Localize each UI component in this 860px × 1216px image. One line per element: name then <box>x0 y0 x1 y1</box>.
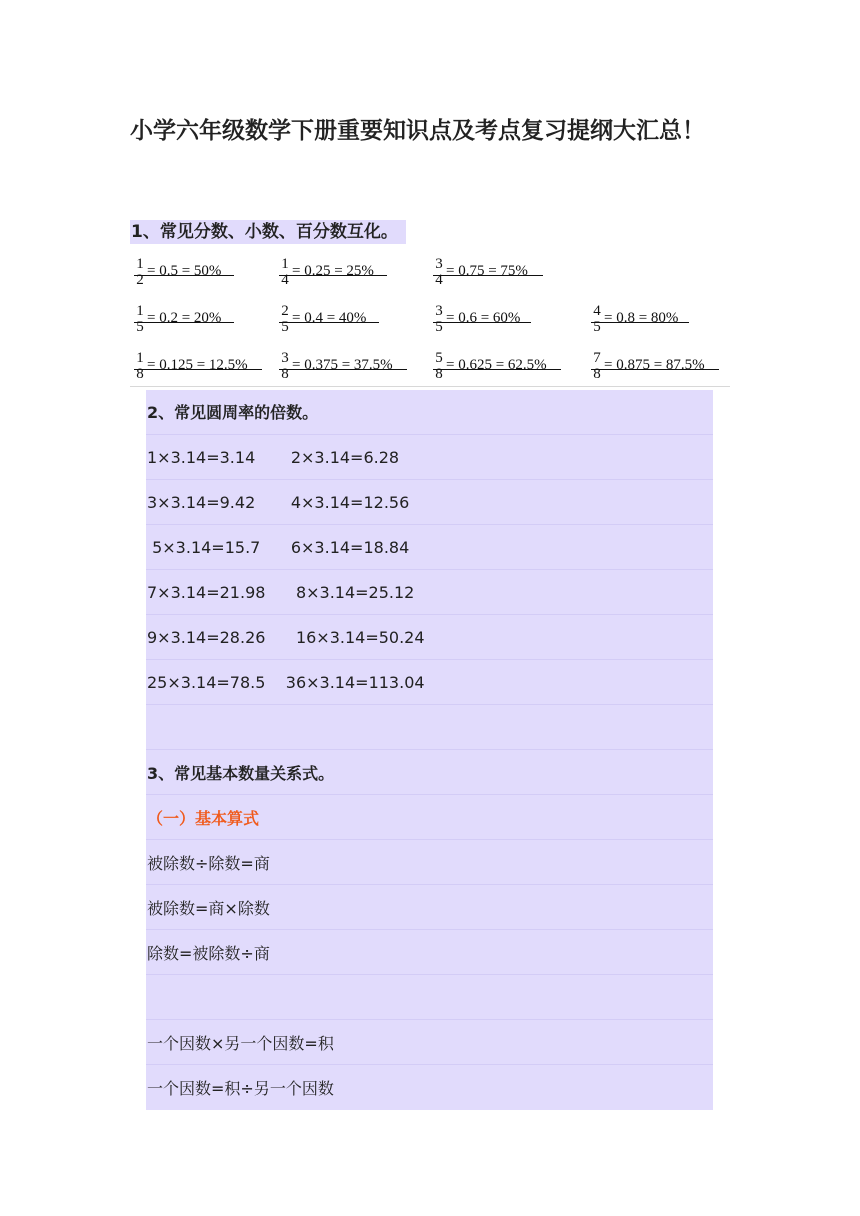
fraction-numerator: 3 <box>435 303 443 319</box>
fraction-equivalent: = 0.4 = 40% <box>292 310 367 326</box>
fraction-denominator: 4 <box>435 272 443 288</box>
fraction-conversion <box>591 305 689 339</box>
fraction-denominator: 8 <box>593 366 601 382</box>
line-separator <box>146 479 713 480</box>
line-separator <box>146 884 713 885</box>
fraction-equivalent: = 0.25 = 25% <box>292 263 374 279</box>
line-separator <box>146 524 713 525</box>
line-separator <box>146 614 713 615</box>
fraction-numerator: 7 <box>593 350 601 366</box>
section-3-subheading: （一）基本算式 <box>147 809 260 828</box>
table-divider <box>130 386 730 387</box>
fraction-conversion <box>591 352 719 386</box>
fraction-equivalent: = 0.375 = 37.5% <box>292 357 393 373</box>
section-2-heading: 2、常见圆周率的倍数。 <box>147 403 319 422</box>
line-separator <box>146 749 713 750</box>
fraction-denominator: 8 <box>435 366 443 382</box>
fraction-equivalent: = 0.75 = 75% <box>446 263 528 279</box>
section-1-heading-text: 1、常见分数、小数、百分数互化。 <box>130 220 406 244</box>
line-separator <box>146 704 713 705</box>
fraction-denominator: 8 <box>281 366 289 382</box>
pi-multiple-line: 3×3.14=9.42 4×3.14=12.56 <box>147 493 410 512</box>
fraction-denominator: 5 <box>593 319 601 335</box>
pi-multiple-line: 1×3.14=3.14 2×3.14=6.28 <box>147 448 400 467</box>
fraction-denominator: 5 <box>136 319 144 335</box>
fraction-denominator: 5 <box>281 319 289 335</box>
fraction-conversion <box>279 352 407 386</box>
fraction-denominator: 2 <box>136 272 144 288</box>
line-separator <box>146 1019 713 1020</box>
fraction-numerator: 1 <box>281 256 289 272</box>
fraction-equivalent: = 0.625 = 62.5% <box>446 357 547 373</box>
fraction-conversion <box>433 352 561 386</box>
formula-line: 被除数÷除数=商 <box>147 854 270 873</box>
line-separator <box>146 659 713 660</box>
line-separator <box>146 434 713 435</box>
fraction-numerator: 2 <box>281 303 289 319</box>
formula-line: 一个因数×另一个因数=积 <box>147 1034 334 1053</box>
fraction-denominator: 5 <box>435 319 443 335</box>
fraction-equivalent: = 0.2 = 20% <box>147 310 222 326</box>
fraction-conversion <box>433 305 531 339</box>
fraction-equivalent: = 0.8 = 80% <box>604 310 679 326</box>
fraction-conversion <box>279 258 387 292</box>
fraction-conversion <box>134 305 234 339</box>
fraction-numerator: 3 <box>281 350 289 366</box>
line-separator <box>146 1064 713 1065</box>
fraction-numerator: 1 <box>136 303 144 319</box>
section-1-heading <box>130 217 406 247</box>
line-separator <box>146 794 713 795</box>
fraction-equivalent: = 0.6 = 60% <box>446 310 521 326</box>
pi-multiple-line: 5×3.14=15.7 6×3.14=18.84 <box>147 538 410 557</box>
fraction-equivalent: = 0.5 = 50% <box>147 263 222 279</box>
fraction-numerator: 1 <box>136 256 144 272</box>
pi-multiple-line: 9×3.14=28.26 16×3.14=50.24 <box>147 628 425 647</box>
line-separator <box>146 839 713 840</box>
fraction-conversion <box>134 258 234 292</box>
line-separator <box>146 569 713 570</box>
fraction-conversion <box>433 258 543 292</box>
formula-line: 除数=被除数÷商 <box>147 944 270 963</box>
formula-line: 被除数=商×除数 <box>147 899 270 918</box>
fraction-equivalent: = 0.875 = 87.5% <box>604 357 705 373</box>
fraction-conversion <box>279 305 379 339</box>
fraction-denominator: 4 <box>281 272 289 288</box>
section-3-heading: 3、常见基本数量关系式。 <box>147 764 335 783</box>
fraction-numerator: 5 <box>435 350 443 366</box>
line-separator <box>146 974 713 975</box>
fraction-numerator: 4 <box>593 303 601 319</box>
page-title: 小学六年级数学下册重要知识点及考点复习提纲大汇总！ <box>130 118 705 144</box>
fraction-denominator: 8 <box>136 366 144 382</box>
formula-line: 一个因数=积÷另一个因数 <box>147 1079 334 1098</box>
pi-multiple-line: 7×3.14=21.98 8×3.14=25.12 <box>147 583 415 602</box>
fraction-numerator: 1 <box>136 350 144 366</box>
pi-multiple-line: 25×3.14=78.5 36×3.14=113.04 <box>147 673 425 692</box>
fraction-conversion <box>134 352 262 386</box>
fraction-numerator: 3 <box>435 256 443 272</box>
line-separator <box>146 929 713 930</box>
fraction-equivalent: = 0.125 = 12.5% <box>147 357 248 373</box>
formula-line-empty <box>147 988 707 1010</box>
